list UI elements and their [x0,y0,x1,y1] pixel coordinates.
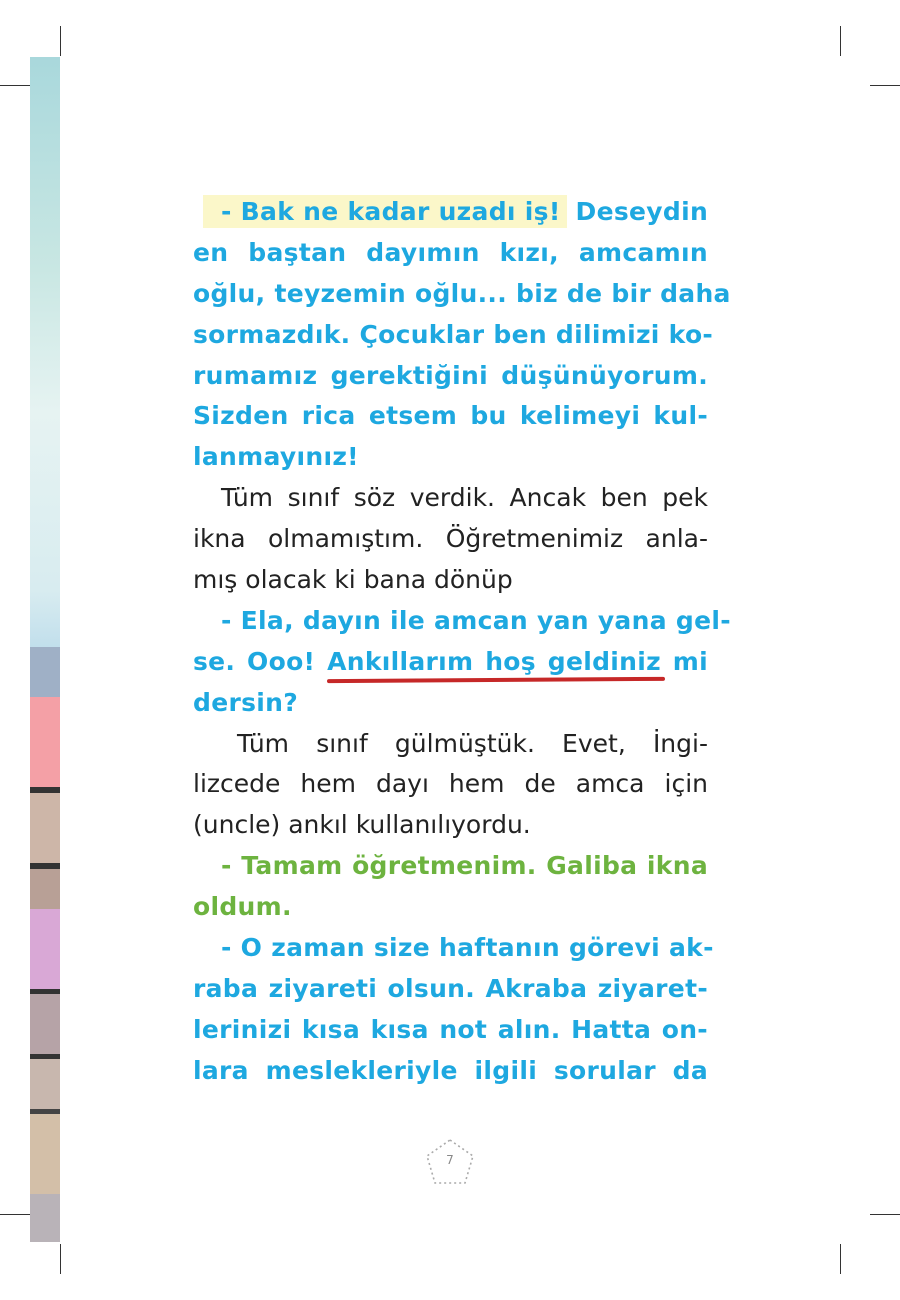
text-line: lizcede hem dayı hem de amca için [193,769,708,799]
crop-mark [60,26,61,56]
text-line: - Bak ne kadar uzadı iş! Deseydin [193,192,708,233]
page-number [424,1137,476,1187]
illustration-bleed-strip [30,57,60,1242]
text-line: (uncle) ankıl kullanılıyordu. [193,810,531,840]
crop-mark [0,1214,30,1215]
page-number-label: 7 [446,1153,454,1167]
text-line: Tüm sınıf söz verdik. Ancak ben pek [221,483,708,513]
text-line: rumamız gerektiğini düşünüyorum. [193,360,708,390]
story-text [193,192,731,1092]
text-line: Tüm sınıf gülmüştük. Evet, İngi- [237,728,708,758]
text-line: oldum. [193,892,292,922]
underlined-phrase: Ankıllarım hoş geldiniz [327,646,661,676]
crop-mark [840,1244,841,1274]
text-line: raba ziyareti olsun. Akraba ziyaret- [193,973,708,1003]
text-line: - Ela, dayın ile amcan yan yana gel- [221,605,731,635]
text-line: mış olacak ki bana dönüp [193,565,513,595]
crop-mark [60,1244,61,1274]
text-line: ikna olmamıştım. Öğretmenimiz anla- [193,524,708,554]
text-line: - Tamam öğretmenim. Galiba ikna [221,851,708,881]
crop-mark [0,85,30,86]
text-line: lanmayınız! [193,442,359,472]
highlighted-phrase: - Bak ne kadar uzadı iş! [203,195,567,228]
crop-mark [840,26,841,56]
text-line: lerinizi kısa kısa not alın. Hatta on- [193,1014,708,1044]
text-line: dersin? [193,687,299,717]
text-line: lara meslekleriyle ilgili sorular da [193,1055,708,1085]
text-line: se. Ooo! Ankıllarım hoş geldiniz mi [193,646,709,676]
crop-mark [870,1214,900,1215]
text-line: - O zaman size haftanın görevi ak- [221,933,714,963]
text-line: Sizden rica etsem bu kelimeyi kul- [193,401,708,431]
text-line: en baştan dayımın kızı, amcamın [193,237,708,267]
text-line: sormazdık. Çocuklar ben dilimizi ko- [193,319,714,349]
crop-mark [870,85,900,86]
text-line: oğlu, teyzemin oğlu... biz de bir daha [193,278,731,308]
